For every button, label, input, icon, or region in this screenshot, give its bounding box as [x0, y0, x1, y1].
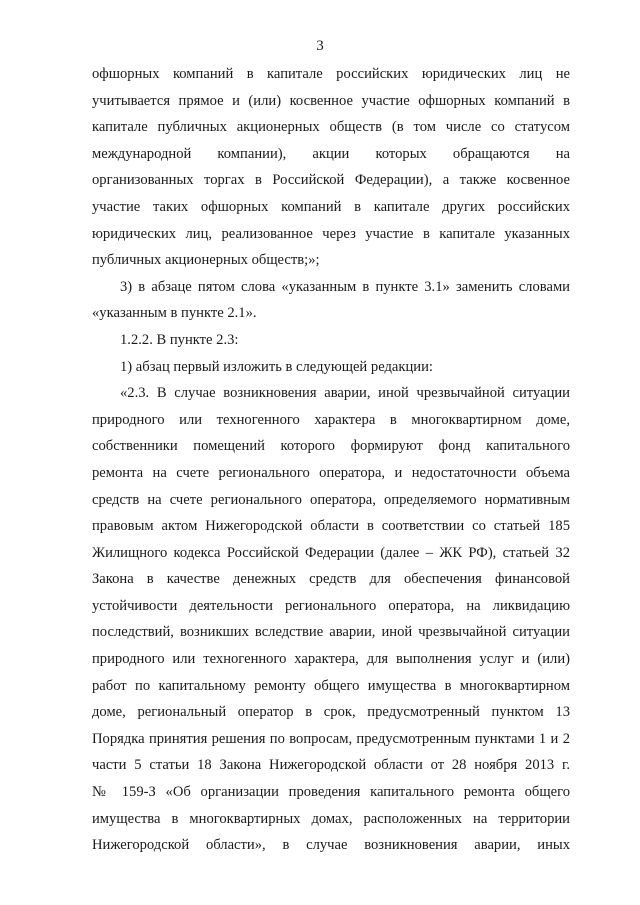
text-line: Жилищного кодекса Российской Федерации (далее – ЖК РФ), статьей 32: [92, 544, 570, 561]
document-body: [92, 61, 570, 859]
text-line: ремонта на счете регионального оператора, и недостаточности объема: [92, 464, 570, 481]
text-line: участие таких офшорных компаний в капитале других российских: [92, 198, 570, 215]
text-line: организованных торгах в Российской Федерации), а также косвенное: [92, 172, 570, 189]
text-line: учитывается прямое и (или) косвенное участие офшорных компаний в: [92, 92, 570, 109]
text-line: средств на счете регионального оператора, определяемого нормативным: [92, 491, 570, 508]
page-number: 3: [316, 38, 324, 54]
text-line: части 5 статьи 18 Закона Нижегородской области от 28 ноября 2013 г.: [92, 757, 570, 774]
text-line: международной компании), акции которых обращаются на: [92, 145, 570, 162]
text-line: последствий, возникших вследствие аварии, иной чрезвычайной ситуации: [92, 624, 570, 641]
text-line: Нижегородской области», в случае возникновения аварии, иных: [92, 837, 570, 854]
text-line: работ по капитальному ремонту общего имущества в многоквартирном: [92, 677, 570, 694]
text-line: Закона в качестве денежных средств для обеспечения финансовой: [92, 571, 570, 588]
text-line: природного или техногенного характера, для выполнения услуг и (или): [92, 651, 570, 668]
text-line: офшорных компаний в капитале российских юридических лиц не: [92, 66, 570, 82]
text-line: № 159-З «Об организации проведения капитального ремонта общего: [92, 784, 570, 801]
text-line: природного или техногенного характера в многоквартирном доме,: [92, 411, 570, 428]
text-line: 1) абзац первый изложить в следующей редакции:: [120, 358, 433, 375]
text-line: публичных акционерных обществ;»;: [92, 252, 320, 269]
text-line: устойчивости деятельности регионального оператора, на ликвидацию: [92, 597, 570, 614]
text-line: правовым актом Нижегородской области в соответствии со статьей 185: [92, 518, 570, 535]
text-line: собственники помещений которого формируют фонд капитального: [92, 438, 570, 455]
text-line: «указанным в пункте 2.1».: [92, 305, 257, 322]
text-line: 3) в абзаце пятом слова «указанным в пункте 3.1» заменить словами: [120, 278, 570, 295]
text-line: юридических лиц, реализованное через участие в капитале указанных: [92, 225, 570, 242]
text-line: 1.2.2. В пункте 2.3:: [120, 331, 239, 348]
text-line: Порядка принятия решения по вопросам, предусмотренным пунктами 1 и 2: [92, 730, 570, 747]
text-line: доме, региональный оператор в срок, предусмотренный пунктом 13: [92, 704, 570, 721]
text-line: имущества в многоквартирных домах, расположенных на территории: [92, 810, 570, 827]
text-line: «2.3. В случае возникновения аварии, иной чрезвычайной ситуации: [120, 385, 570, 402]
text-line: капитале публичных акционерных обществ (в том числе со статусом: [92, 119, 570, 136]
